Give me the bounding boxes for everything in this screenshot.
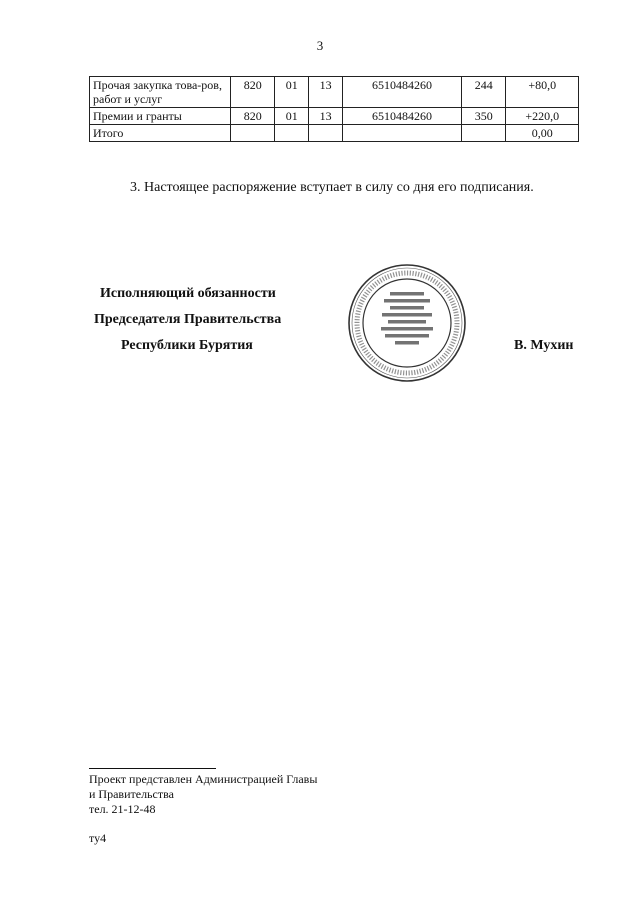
footer-prepared-by-cont: и Правительства <box>89 787 174 801</box>
row-code-target: 6510484260 <box>342 77 461 108</box>
row-code-section: 01 <box>275 77 309 108</box>
signer-title-line-2: Председателя Правительства <box>94 312 282 327</box>
table-row <box>90 125 579 142</box>
footer-prepared-by: Проект представлен Администрацией Главы <box>89 772 318 786</box>
page-number: 3 <box>316 38 324 53</box>
table-row <box>90 77 579 108</box>
typist-code: ту4 <box>89 831 107 845</box>
row-code-ministry <box>231 125 275 142</box>
row-code-expense-type <box>462 125 506 142</box>
effective-date-paragraph: 3. Настоящее распоряжение вступает в силу со дня его подписания. <box>130 180 534 195</box>
footer-divider <box>89 768 216 769</box>
signer-title-line-3: Республики Бурятия <box>121 338 253 353</box>
row-code-expense-type: 244 <box>462 77 506 108</box>
signer-name: В. Мухин <box>514 338 574 353</box>
row-name: Прочая закупка това-ров, работ и услуг <box>90 77 231 108</box>
footer-phone: тел. 21-12-48 <box>89 802 156 816</box>
row-code-expense-type: 350 <box>462 108 506 125</box>
budget-table <box>89 76 579 142</box>
row-code-ministry: 820 <box>231 108 275 125</box>
row-code-subsection: 13 <box>309 108 343 125</box>
row-value: +80,0 <box>506 77 579 108</box>
row-code-section: 01 <box>275 108 309 125</box>
row-code-target <box>342 125 461 142</box>
signer-title-line-1: Исполняющий обязанности <box>100 286 276 301</box>
table-row <box>90 108 579 125</box>
row-value: +220,0 <box>506 108 579 125</box>
row-code-target: 6510484260 <box>342 108 461 125</box>
row-name: Итого <box>90 125 231 142</box>
row-code-subsection: 13 <box>309 77 343 108</box>
row-value: 0,00 <box>506 125 579 142</box>
row-code-ministry: 820 <box>231 77 275 108</box>
row-name: Премии и гранты <box>90 108 231 125</box>
official-seal-icon <box>346 262 468 384</box>
row-code-section <box>275 125 309 142</box>
row-code-subsection <box>309 125 343 142</box>
